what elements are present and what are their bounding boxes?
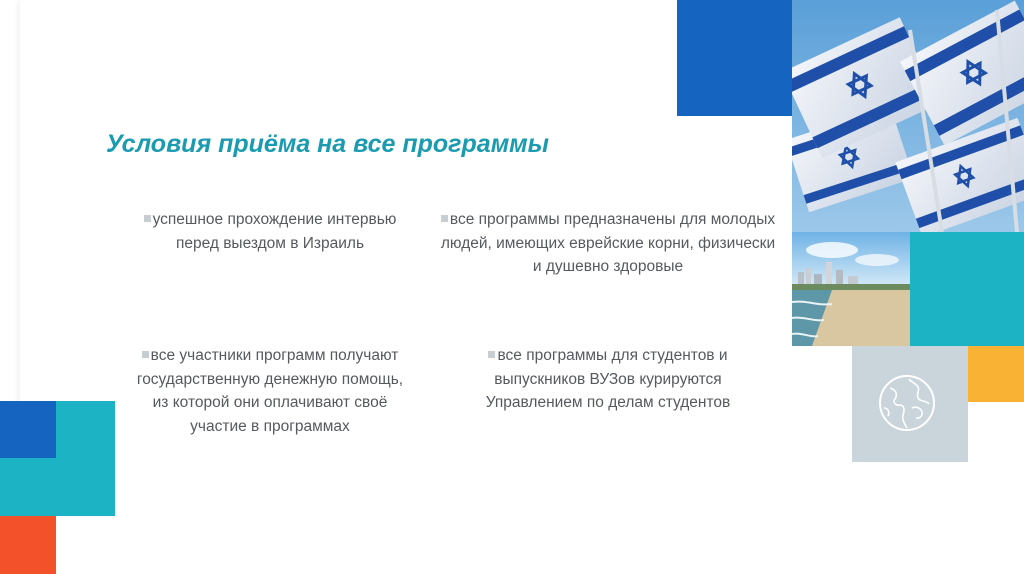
square-bullet-icon (441, 215, 448, 222)
list-item (131, 344, 409, 438)
list-item (448, 344, 768, 415)
list-item-text: все участники программ получают государственную денежную помощь, из которой они оплачивают своё участие в программах (136, 347, 404, 435)
list-item (438, 208, 778, 279)
teal-square-right (910, 232, 1024, 346)
list-item (140, 208, 400, 255)
square-bullet-icon (488, 351, 495, 358)
globe-icon (876, 372, 938, 434)
blue-square-bottom-left (0, 401, 56, 458)
beach-city-photo (792, 232, 910, 346)
israel-flags-photo (792, 0, 1024, 232)
list-item-text: все программы предназначены для молодых людей, имеющих еврейские корни, физически и душевно здоровые (440, 211, 776, 275)
list-item-text: успешное прохождение интервью перед выездом в Израиль (152, 211, 397, 252)
yellow-square-right (968, 346, 1024, 402)
slide-title: Условия приёма на все программы (106, 130, 550, 158)
orange-square-bottom-left (0, 516, 56, 574)
square-bullet-icon (144, 215, 151, 222)
blue-square-top (677, 0, 792, 116)
square-bullet-icon (142, 351, 149, 358)
list-item-text: все программы для студентов и выпускников ВУЗов курируются Управлением по делам студентов (485, 347, 731, 411)
